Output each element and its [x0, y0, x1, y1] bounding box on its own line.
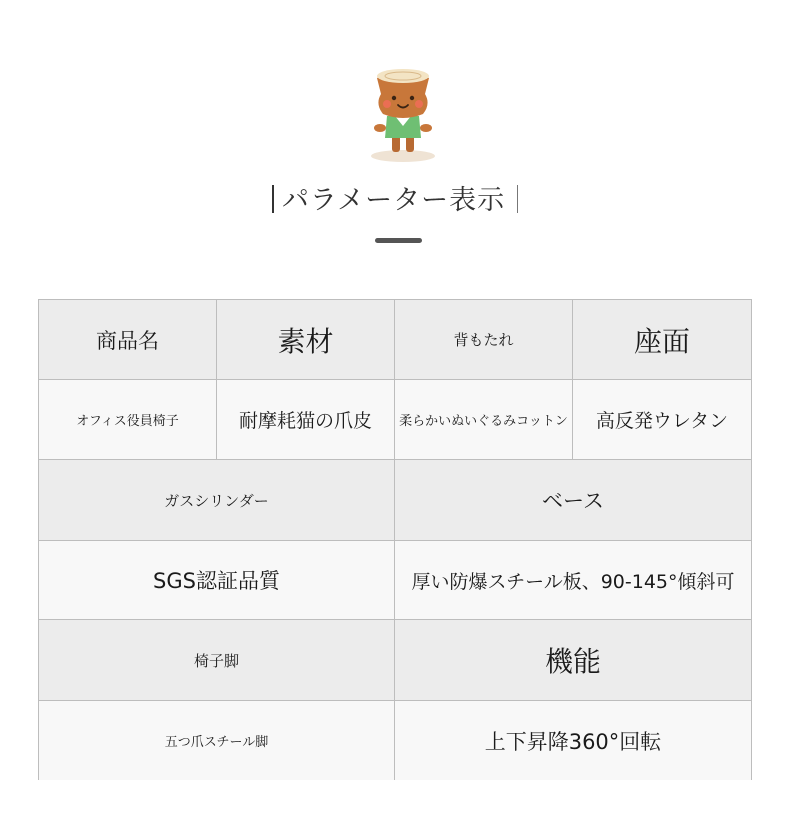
tree-stump-mascot-icon	[365, 64, 441, 164]
value-seat: 高反発ウレタン	[573, 380, 751, 459]
value-function: 上下昇降360°回転	[395, 701, 751, 780]
value-product-name: オフィス役員椅子	[39, 380, 217, 459]
table-row	[39, 300, 751, 380]
section-header	[0, 178, 790, 217]
table-row	[39, 460, 751, 541]
label-material: 素材	[217, 300, 395, 379]
label-chair-legs: 椅子脚	[39, 620, 395, 700]
title-right-bar	[517, 185, 518, 213]
parameter-table	[38, 299, 752, 780]
label-function: 機能	[395, 620, 751, 700]
title-underline	[375, 238, 422, 243]
table-row	[39, 701, 751, 780]
label-backrest: 背もたれ	[395, 300, 573, 379]
label-gas-cylinder: ガスシリンダー	[39, 460, 395, 540]
title-left-bar	[272, 185, 274, 213]
page-title-block	[272, 178, 518, 217]
value-chair-legs: 五つ爪スチール脚	[39, 701, 395, 780]
table-row	[39, 541, 751, 620]
table-row	[39, 380, 751, 460]
label-base: ベース	[395, 460, 751, 540]
table-row	[39, 620, 751, 701]
value-backrest: 柔らかいぬいぐるみコットン	[395, 380, 573, 459]
value-base: 厚い防爆スチール板、90-145°傾斜可	[395, 541, 751, 619]
label-product-name: 商品名	[39, 300, 217, 379]
label-seat: 座面	[573, 300, 751, 379]
value-gas-cylinder: SGS認証品質	[39, 541, 395, 619]
page-title: パラメーター表示	[281, 185, 506, 216]
value-material: 耐摩耗猫の爪皮	[217, 380, 395, 459]
